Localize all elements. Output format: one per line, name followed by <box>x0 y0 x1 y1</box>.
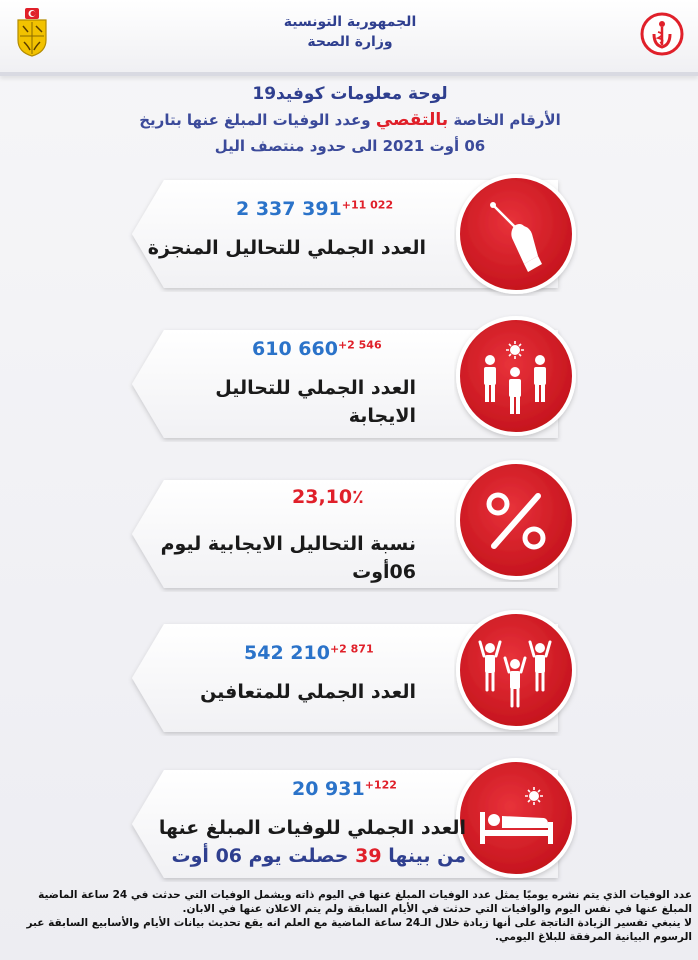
footer-note-2: لا ينبغي تفسير الزيادة الناتجة على أنها زيادة خلال الـ24 ساعة الماضية مع العلم انه يقع تحديث بيانات الأيام والأسابيع السابقة عبر الرسوم البيانية المرفقة للبلاغ اليومي. <box>26 917 692 943</box>
recovered-people-icon <box>454 608 578 732</box>
tests-numbers <box>236 198 393 220</box>
deaths-label-num: 39 <box>355 845 382 867</box>
hospital-bed-icon <box>454 756 578 880</box>
subtitle-highlight: بالتقصي <box>375 110 449 130</box>
tunisia-emblem-icon <box>14 6 50 58</box>
recovered-total: 542 210 <box>244 642 330 664</box>
subtitle-after: وعدد الوفيات المبلغ عنها بتاريخ <box>139 111 376 129</box>
positive-label-line1: العدد الجملي للتحاليل <box>215 377 416 399</box>
rate-label-line2 <box>150 558 416 586</box>
rate-value-row <box>292 486 364 508</box>
tests-label: العدد الجملي للتحاليل المنجزة <box>147 237 426 259</box>
rate-label-line1: نسبة التحاليل الايجابية ليوم <box>160 533 416 555</box>
positive-label-line2: الايجابة <box>348 405 416 427</box>
deaths-increase: +122 <box>364 778 397 792</box>
rate-label-text: أوت <box>352 561 390 583</box>
footer-note-1: عدد الوفيات الذي يتم نشره يوميًا يمثل عدد الوفيات المبلغ عنها في اليوم ذاته ويشمل الوفيات التي حدثت في 24 ساعة الماضية المبلغ عنها في نفس اليوم والوافيات التي حدثت في الأيام السابقة ولم يتم الاعلان عنها في الابان. <box>38 889 692 915</box>
dashboard-title: لوحة معلومات كوفيد19 <box>252 84 448 104</box>
deaths-label-after: حصلت يوم 06 أوت <box>171 845 356 867</box>
rate-value: 23,10٪ <box>292 486 364 508</box>
deaths-label-line1: العدد الجملي للوفيات المبلغ عنها <box>158 817 466 839</box>
dashboard-subtitle <box>100 110 600 130</box>
header-country-title: الجمهورية التونسية <box>283 14 417 30</box>
recovered-increase: +2 871 <box>329 642 374 656</box>
deaths-label-before: من بينها <box>381 845 466 867</box>
positive-numbers <box>252 338 382 360</box>
positive-increase: +2 546 <box>337 338 382 352</box>
subtitle-before: الأرقام الخاصة <box>448 111 561 129</box>
deaths-total: 20 931 <box>292 778 365 800</box>
recovered-numbers <box>244 642 374 664</box>
deaths-label-line2 <box>140 842 466 870</box>
rate-label-num: 06 <box>389 561 416 583</box>
percent-icon <box>454 458 578 582</box>
positive-total: 610 660 <box>252 338 338 360</box>
recovered-label: العدد الجملي للمتعافين <box>200 681 416 703</box>
tests-total: 2 337 391 <box>236 198 342 220</box>
header-ministry-title: وزارة الصحة <box>307 34 393 50</box>
dashboard-date: 06 أوت 2021 الى حدود منتصف اليل <box>214 137 486 155</box>
footer-notes <box>6 888 692 944</box>
tests-increase: +11 022 <box>341 198 394 212</box>
infected-people-icon <box>454 314 578 438</box>
deaths-numbers <box>292 778 397 800</box>
swab-test-icon <box>454 172 578 296</box>
ministry-health-logo-icon <box>640 12 684 56</box>
